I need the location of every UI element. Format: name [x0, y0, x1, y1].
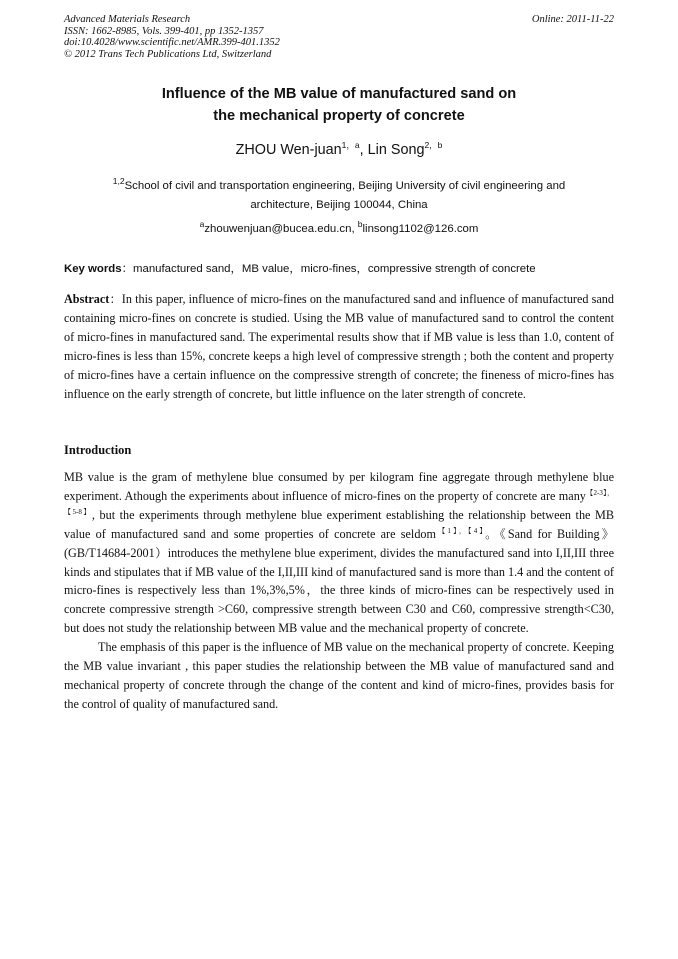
affiliation-line-2: architecture, Beijing 100044, China — [250, 199, 428, 211]
author-emails — [64, 220, 614, 238]
author-separator: , — [359, 142, 368, 158]
section-heading-introduction: Introduction — [64, 443, 132, 457]
title-line-2: the mechanical property of concrete — [213, 108, 465, 124]
email-separator: , — [351, 223, 358, 235]
author-1-name: ZHOU Wen-juan — [235, 142, 342, 158]
journal-issn: ISSN: 1662-8985, Vols. 399-401, pp 1352-1357 — [64, 25, 264, 37]
journal-header — [64, 14, 280, 60]
email-a-mark: a — [199, 219, 205, 230]
keywords — [64, 261, 624, 277]
keywords-label: Key words — [64, 263, 122, 275]
email-a-link[interactable]: zhouwenjuan@bucea.edu.cn — [204, 223, 352, 235]
journal-doi: doi:10.4028/www.scientific.net/AMR.399-401.1352 — [64, 37, 280, 49]
intro-p1-part-b: , but the experiments through methylene blue experiment establishing the relationship between the MB value of manufactured sand and some properties of concrete are seldom — [64, 507, 614, 541]
introduction-body — [64, 468, 614, 714]
paper-title — [64, 83, 614, 127]
intro-paragraph-1 — [64, 468, 614, 638]
journal-copyright: © 2012 Trans Tech Publications Ltd, Switzerland — [64, 48, 272, 60]
email-b-link[interactable]: linsong1102@126.com — [362, 223, 479, 235]
title-line-1: Influence of the MB value of manufactured sand on — [161, 86, 517, 102]
intro-p1-part-c: 。《Sand for Building》(GB/T14684-2001）introduces the methylene blue experiment, divides the manufactured sand into I,II,III three kinds and stipulates that if MB value of the I,II,III kind of manufactured sand is more than 1.4 and the content of micro-fines is respectively less than 1%,3%,5%，the three kinds of micro-fines can be respectively used in concrete compressive strength >C60, compressive strength between C30 and C60, compressive strength<C30, but does not study the relationship between MB value and the mechanical property of concrete. — [64, 526, 614, 636]
author-2-name: Lin Song — [367, 142, 425, 158]
intro-paragraph-2: The emphasis of this paper is the influence of MB value on the mechanical property of concrete. Keeping the MB value invariant , this paper studies the relationship between the MB value of manufactured sand and mechanical property of concrete through the change of the content and kind of micro-fines, provides basis for the control of quality of manufactured sand. — [64, 640, 614, 711]
author-list — [64, 140, 614, 160]
journal-name: Advanced Materials Research — [64, 14, 191, 25]
affiliation — [64, 177, 614, 215]
affiliation-line-1: School of civil and transportation engineering, Beijing University of civil engineering and — [124, 180, 566, 192]
keywords-text: ：manufactured sand，MB value，micro-fines，compressive strength of concrete — [121, 263, 536, 275]
intro-p1-part-a: MB value is the gram of methylene blue consumed by per kilogram fine aggregate through methylene blue experiment. Athough the experiments about influence of micro-fines on the property of concrete are many — [64, 470, 614, 503]
abstract-label: Abstract — [64, 292, 110, 306]
abstract-text: ：In this paper, influence of micro-fines on the manufactured sand and influence of manufactured sand containing micro-fines on concrete is studied. Using the MB value of manufactured sand to control the content of micro-fines in manufactured sand. The experimental results show that if MB value is less than 1.0, content of micro-fines is less than 15%, concrete keeps a high level of compressive strength ; both the content and property of micro-fines have a certain influence on the compressive strength of concrete; the fineness of micro-fines has influence on the early strength of concrete, but little influence on the later strength of concrete. — [64, 292, 614, 401]
abstract — [64, 290, 614, 403]
author-2-affiliation-mark: 2，b — [424, 140, 443, 151]
affiliation-mark: 1,2 — [112, 176, 125, 187]
author-1-affiliation-mark: 1，a — [341, 140, 360, 151]
online-date: Online: 2011-11-22 — [531, 14, 614, 25]
citation-marker: 【2-3】，【5-8】 — [64, 488, 614, 516]
email-b-mark: b — [357, 219, 363, 230]
citation-marker: 【1】，【4】 — [435, 526, 486, 535]
